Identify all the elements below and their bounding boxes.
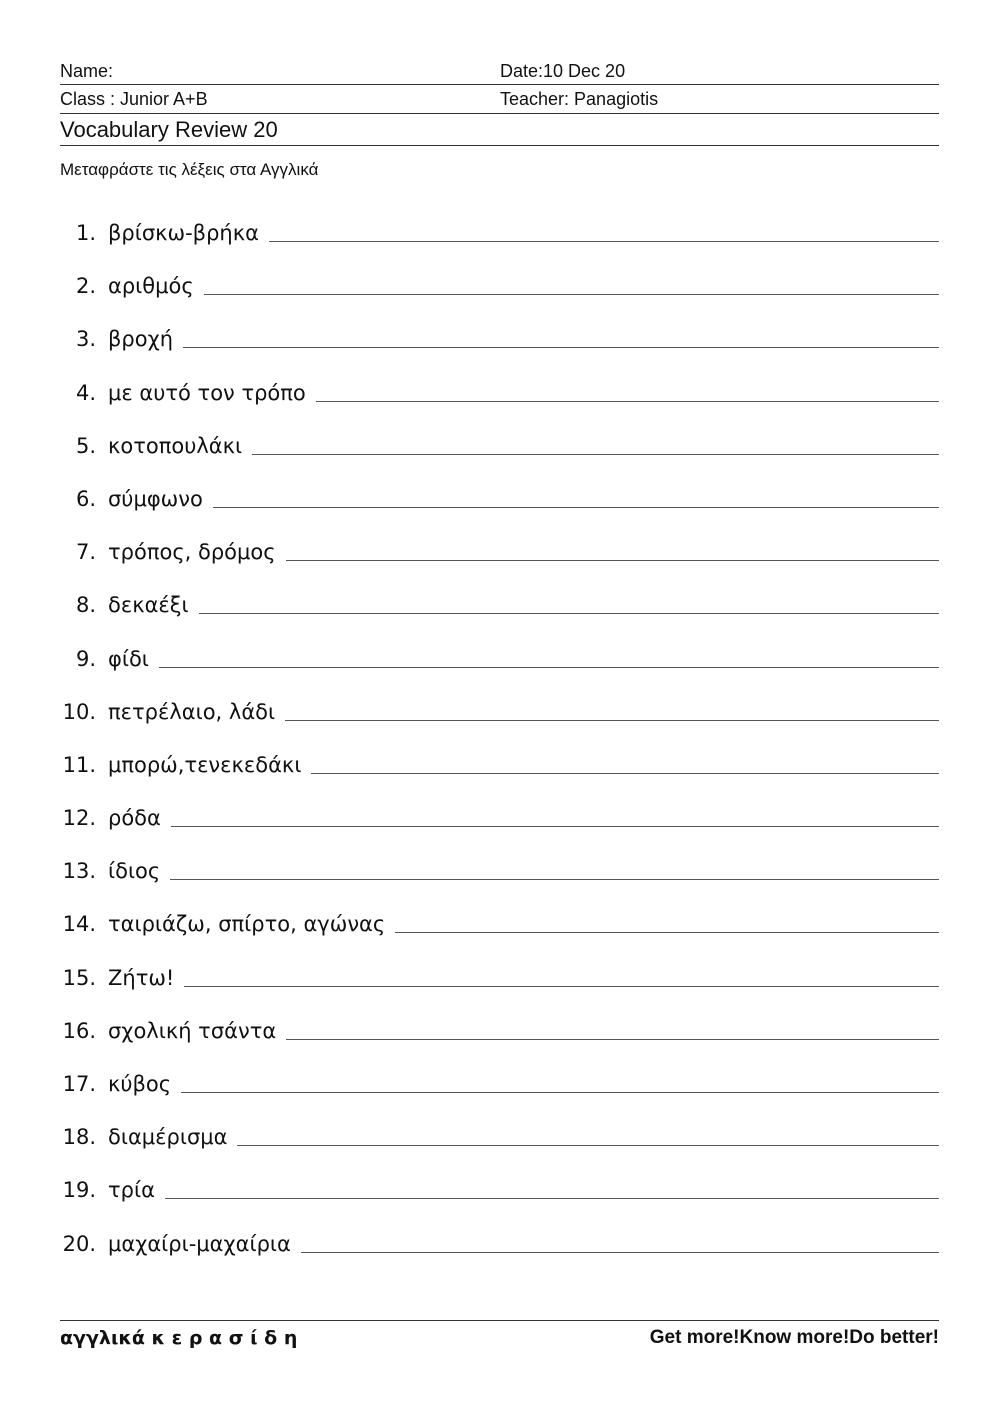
item-word: αριθμός xyxy=(108,274,194,299)
item-word: ίδιος xyxy=(108,859,161,884)
item-word: δεκαέξι xyxy=(108,593,189,618)
list-item xyxy=(60,532,939,585)
item-number: 19. xyxy=(62,1178,96,1203)
item-number: 15. xyxy=(62,965,96,990)
item-number: 6. xyxy=(75,486,96,511)
list-item xyxy=(60,745,939,798)
list-item xyxy=(60,958,939,1011)
item-word: μπορώ,τενεκεδάκι xyxy=(108,752,302,777)
list-item xyxy=(60,639,939,692)
answer-line[interactable] xyxy=(285,692,939,721)
list-item xyxy=(60,904,939,957)
answer-line[interactable] xyxy=(316,373,939,402)
header-divider xyxy=(60,84,939,85)
answer-line[interactable] xyxy=(286,532,939,561)
answer-line[interactable] xyxy=(181,1064,939,1093)
footer-brand: αγγλικά κ ε ρ α σ ί δ η xyxy=(60,1327,298,1349)
item-word: βρίσκω-βρήκα xyxy=(108,221,259,245)
list-item xyxy=(60,213,939,266)
footer-slogan: Get more!Know more!Do better! xyxy=(649,1327,939,1348)
item-word: διαμέρισμα xyxy=(108,1125,228,1150)
item-word: ταιριάζω, σπίρτο, αγώνας xyxy=(108,912,386,937)
item-number: 18. xyxy=(62,1125,96,1150)
page-title: Vocabulary Review 20 xyxy=(60,117,278,142)
answer-line[interactable] xyxy=(199,585,939,614)
item-number: 11. xyxy=(62,752,96,777)
item-word: φίδι xyxy=(108,646,149,671)
answer-line[interactable] xyxy=(311,745,939,774)
answer-line[interactable] xyxy=(170,851,939,880)
item-word: μαχαίρι-μαχαίρια xyxy=(108,1231,291,1256)
instructions: Μεταφράστε τις λέξεις στα Αγγλικά xyxy=(60,160,319,179)
item-word: σύμφωνο xyxy=(108,486,203,511)
item-number: 10. xyxy=(62,699,96,724)
teacher-label: Teacher: Panagiotis xyxy=(500,89,659,109)
answer-line[interactable] xyxy=(213,479,939,508)
title-divider xyxy=(60,145,939,146)
answer-line[interactable] xyxy=(269,213,939,242)
answer-line[interactable] xyxy=(171,798,939,827)
answer-line[interactable] xyxy=(183,319,939,348)
answer-line[interactable] xyxy=(165,1170,939,1199)
item-number: 9. xyxy=(75,646,96,671)
item-number: 4. xyxy=(75,380,96,405)
header-divider xyxy=(60,113,939,114)
answer-line[interactable] xyxy=(301,1224,939,1253)
answer-line[interactable] xyxy=(395,904,939,933)
item-word: σχολική τσάντα xyxy=(108,1018,277,1043)
list-item xyxy=(60,692,939,745)
answer-line[interactable] xyxy=(204,266,939,295)
item-number: 5. xyxy=(75,433,96,458)
list-item xyxy=(60,319,939,372)
item-number: 3. xyxy=(75,327,96,352)
list-item xyxy=(60,585,939,638)
item-word: τρία xyxy=(108,1178,155,1203)
date-label: Date:10 Dec 20 xyxy=(500,61,626,81)
answer-line[interactable] xyxy=(252,426,939,455)
item-word: Ζήτω! xyxy=(108,965,175,990)
item-number: 12. xyxy=(62,806,96,831)
list-item xyxy=(60,1064,939,1117)
item-number: 2. xyxy=(75,274,96,299)
answer-line[interactable] xyxy=(237,1117,939,1146)
item-number: 8. xyxy=(75,593,96,618)
list-item xyxy=(60,426,939,479)
vocabulary-list xyxy=(60,213,939,1277)
item-word: τρόπος, δρόμος xyxy=(108,540,276,565)
list-item xyxy=(60,1224,939,1277)
list-item xyxy=(60,1117,939,1170)
item-number: 1. xyxy=(75,221,96,245)
item-word: κοτοπουλάκι xyxy=(108,433,243,458)
item-number: 16. xyxy=(62,1018,96,1043)
list-item xyxy=(60,266,939,319)
answer-line[interactable] xyxy=(159,639,939,668)
item-word: με αυτό τον τρόπο xyxy=(108,380,306,405)
item-word: κύβος xyxy=(108,1072,172,1096)
class-label: Class : Junior A+B xyxy=(60,89,208,109)
item-word: πετρέλαιο, λάδι xyxy=(108,699,276,724)
item-number: 17. xyxy=(62,1072,96,1096)
name-label: Name: xyxy=(60,61,114,81)
item-number: 14. xyxy=(62,912,96,937)
list-item xyxy=(60,1011,939,1064)
answer-line[interactable] xyxy=(286,1011,939,1040)
list-item xyxy=(60,1170,939,1223)
answer-line[interactable] xyxy=(184,958,939,987)
list-item xyxy=(60,851,939,904)
list-item xyxy=(60,373,939,426)
item-word: ρόδα xyxy=(108,806,161,831)
list-item xyxy=(60,479,939,532)
item-number: 13. xyxy=(62,859,96,884)
footer-divider xyxy=(60,1320,939,1321)
item-number: 7. xyxy=(75,540,96,565)
item-number: 20. xyxy=(62,1231,96,1256)
list-item xyxy=(60,798,939,851)
item-word: βροχή xyxy=(108,327,174,352)
